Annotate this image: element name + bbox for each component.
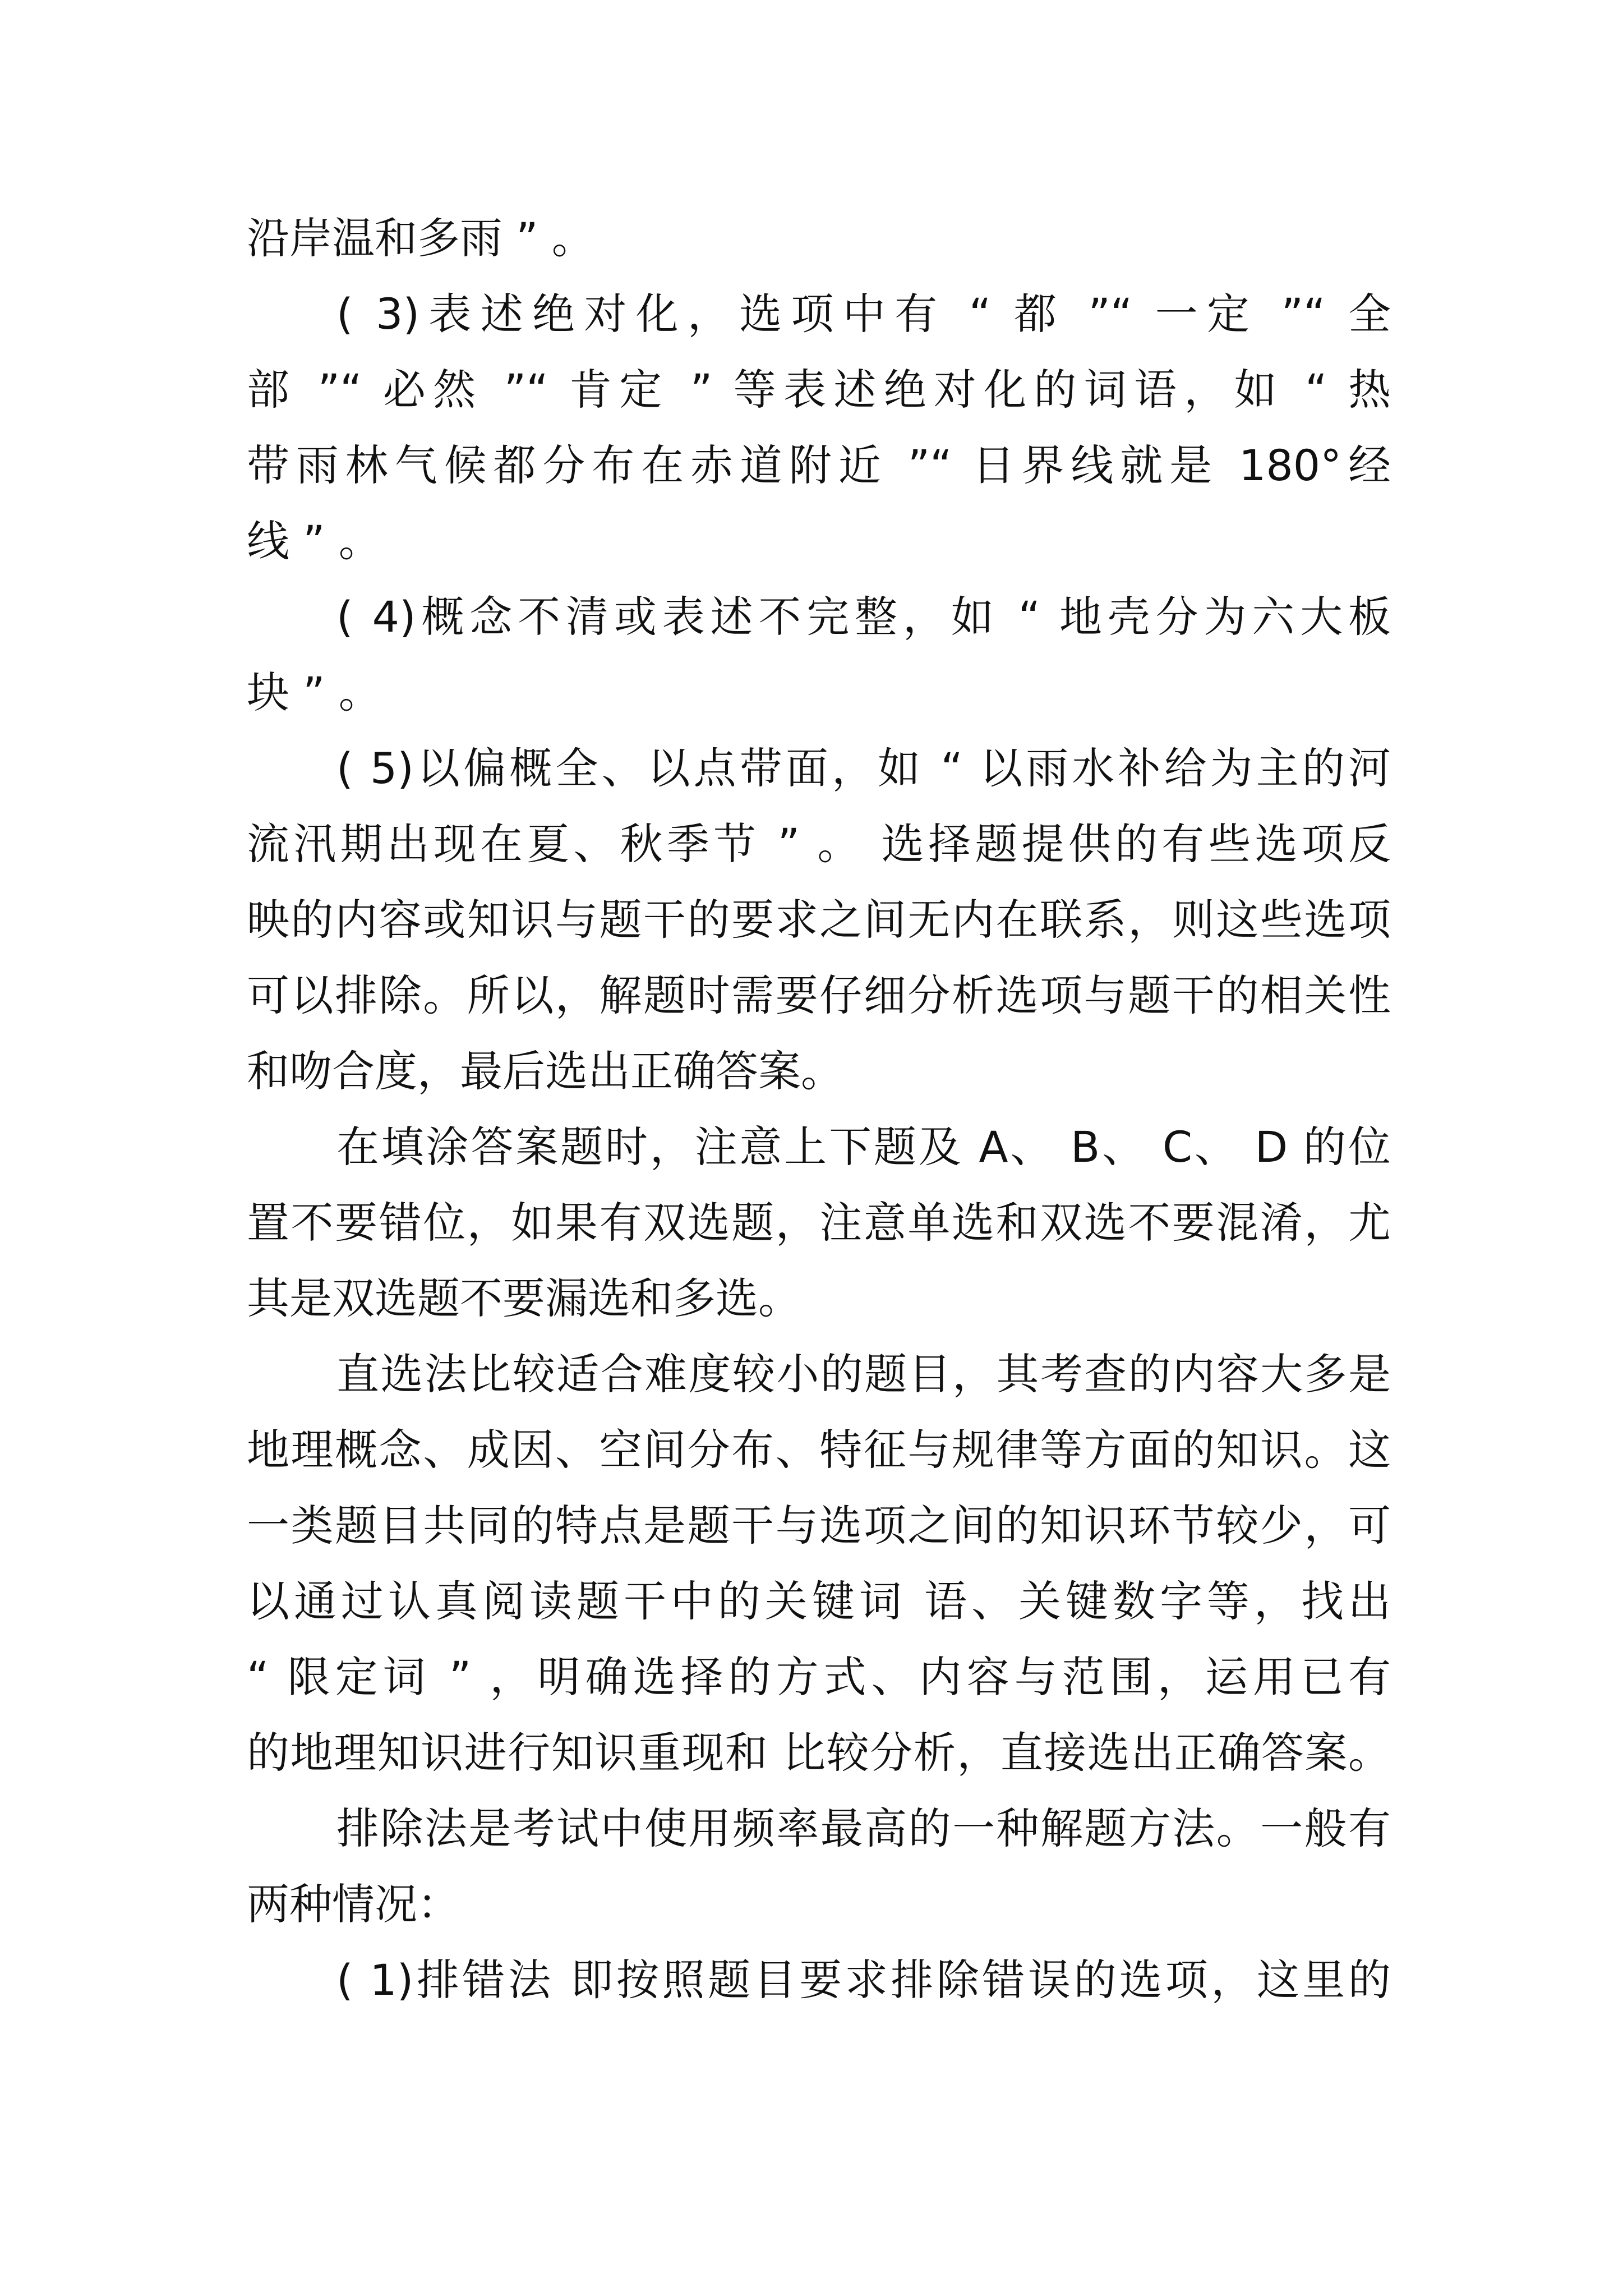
text-line: 一类题目共同的特点是题干与选项之间的知识环节较少，可 (247, 1501, 1391, 1550)
text-line: 地理概念、成因、空间分布、特征与规律等方面的知识。这 (247, 1425, 1391, 1475)
text-line: 在填涂答案题时，注意上下题及 A、 B、 C、 D 的位 (336, 1122, 1391, 1172)
text-line: ( 1)排错法 即按照题目要求排除错误的选项，这里的 (336, 1955, 1391, 2005)
text-line: 置不要错位，如果有双选题，注意单选和双选不要混淆，尤 (247, 1198, 1391, 1248)
text-line: 排除法是考试中使用频率最高的一种解题方法。一般有 (336, 1803, 1391, 1853)
text-line: 流汛期出现在夏、秋季节 ” 。 选择题提供的有些选项反 (247, 819, 1391, 869)
text-line: 以通过认真阅读题干中的关键词 语、关键数字等，找出 (247, 1576, 1391, 1626)
text-line: “ 限定词 ” ，明确选择的方式、内容与范围，运用已有 (247, 1652, 1391, 1702)
text-line: 可以排除。所以，解题时需要仔细分析选项与题干的相关性 (247, 970, 1391, 1020)
text-line: ( 3)表述绝对化，选项中有 “ 都 ”“ 一定 ”“ 全 (336, 289, 1391, 339)
text-line: 沿岸温和多雨 ” 。 (247, 213, 594, 263)
text-line: 两种情况： (247, 1879, 460, 1929)
text-line: 的地理知识进行知识重现和 比较分析，直接选出正确答案。 (247, 1728, 1391, 1778)
text-line: 部 ”“ 必然 ”“ 肯定 ” 等表述绝对化的词语，如 “ 热 (247, 365, 1391, 415)
text-line: ( 4)概念不清或表述不完整，如 “ 地壳分为六大板 (336, 592, 1391, 642)
text-line: 其是双选题不要漏选和多选。 (247, 1273, 801, 1323)
text-line: 映的内容或知识与题干的要求之间无内在联系，则这些选项 (247, 895, 1391, 945)
text-line: 直选法比较适合难度较小的题目，其考查的内容大多是 (336, 1349, 1391, 1399)
text-line: 块 ” 。 (247, 668, 381, 717)
text-line: 和吻合度，最后选出正确答案。 (247, 1046, 843, 1096)
text-line: 线 ” 。 (247, 516, 381, 566)
text-line: 带雨林气候都分布在赤道附近 ”“ 日界线就是 180°经 (247, 440, 1391, 490)
text-line: ( 5)以偏概全、以点带面，如 “ 以雨水补给为主的河 (336, 743, 1391, 793)
